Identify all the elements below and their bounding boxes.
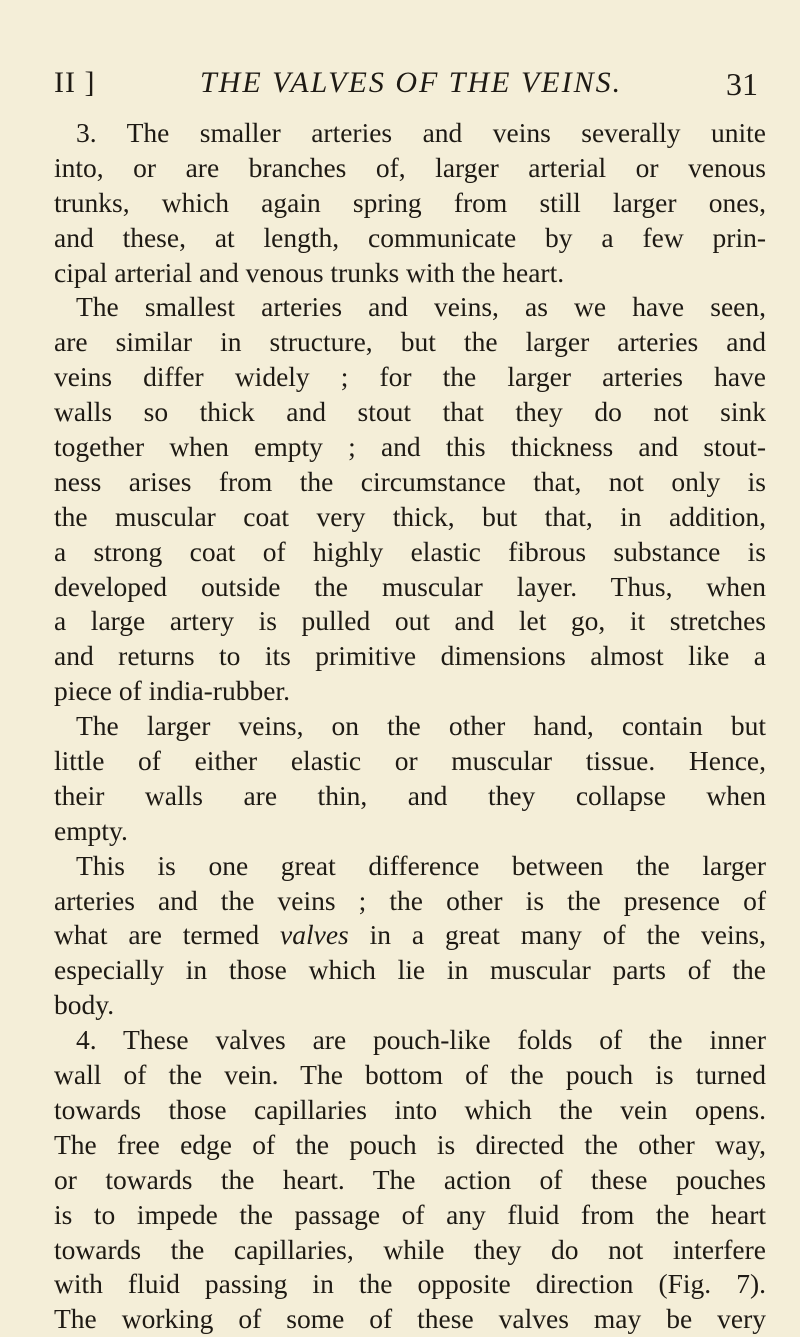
text-line: ness arises from the circumstance that, not only is (54, 465, 766, 497)
text-line: together when empty ; and this thickness and stout- (54, 431, 766, 463)
text-line: cipal arterial and venous trunks with the heart. (54, 256, 565, 288)
running-header (54, 66, 766, 110)
text-line: 3. The smaller arteries and veins severally unite (76, 117, 766, 148)
body-text (54, 116, 766, 1337)
text-line: developed outside the muscular layer. Thus, when (54, 570, 766, 602)
text-line: arteries and the veins ; the other is the presence of (54, 884, 766, 916)
text-line: a strong coat of highly elastic fibrous substance is (54, 535, 766, 567)
text-line: wall of the vein. The bottom of the pouch is turned (54, 1059, 766, 1091)
text-line: is to impede the passage of any fluid from the heart (54, 1198, 766, 1230)
page-number: 31 (726, 66, 758, 102)
running-title: THE VALVES OF THE VEINS. (200, 66, 623, 99)
text-line: veins differ widely ; for the larger arteries have (54, 361, 766, 393)
text-line: what are termed valves in a great many of the veins, (54, 919, 766, 951)
text-line: The free edge of the pouch is directed the other way, (54, 1128, 766, 1160)
text-line: with fluid passing in the opposite direction (Fig. 7). (54, 1268, 766, 1300)
text-line: little of either elastic or muscular tissue. Hence, (54, 745, 766, 777)
text-line: into, or are branches of, larger arterial or venous (54, 151, 766, 183)
text-line: trunks, which again spring from still larger ones, (54, 186, 766, 218)
text-line: The smallest arteries and veins, as we have seen, (76, 291, 766, 323)
text-line: towards the capillaries, while they do not interfere (54, 1233, 766, 1265)
text-line: or towards the heart. The action of these pouches (54, 1163, 766, 1195)
text-line: and these, at length, communicate by a few prin- (54, 221, 766, 253)
text-line: piece of india-rubber. (54, 675, 290, 707)
text-line: and returns to its primitive dimensions almost like a (54, 640, 766, 672)
text-line: especially in those which lie in muscular parts of the (54, 954, 766, 986)
text-line: body. (54, 989, 115, 1021)
text-line: walls so thick and stout that they do not sink (54, 396, 766, 428)
text-line: their walls are thin, and they collapse when (54, 779, 766, 811)
text-line: a large artery is pulled out and let go, it stretches (54, 605, 766, 637)
text-line: are similar in structure, but the larger arteries and (54, 326, 766, 358)
text-line: This is one great difference between the larger (76, 849, 766, 881)
text-line: towards those capillaries into which the vein opens. (54, 1093, 766, 1125)
text-line: The working of some of these valves may be very (54, 1303, 766, 1335)
text-line: The larger veins, on the other hand, contain but (76, 710, 766, 742)
text-line: 4. These valves are pouch-like folds of the inner (76, 1024, 766, 1056)
emphasized-term: valves (280, 919, 349, 951)
text-line: the muscular coat very thick, but that, in addition, (54, 500, 766, 532)
text-line: empty. (54, 814, 128, 846)
chapter-number: II ] (54, 66, 96, 99)
